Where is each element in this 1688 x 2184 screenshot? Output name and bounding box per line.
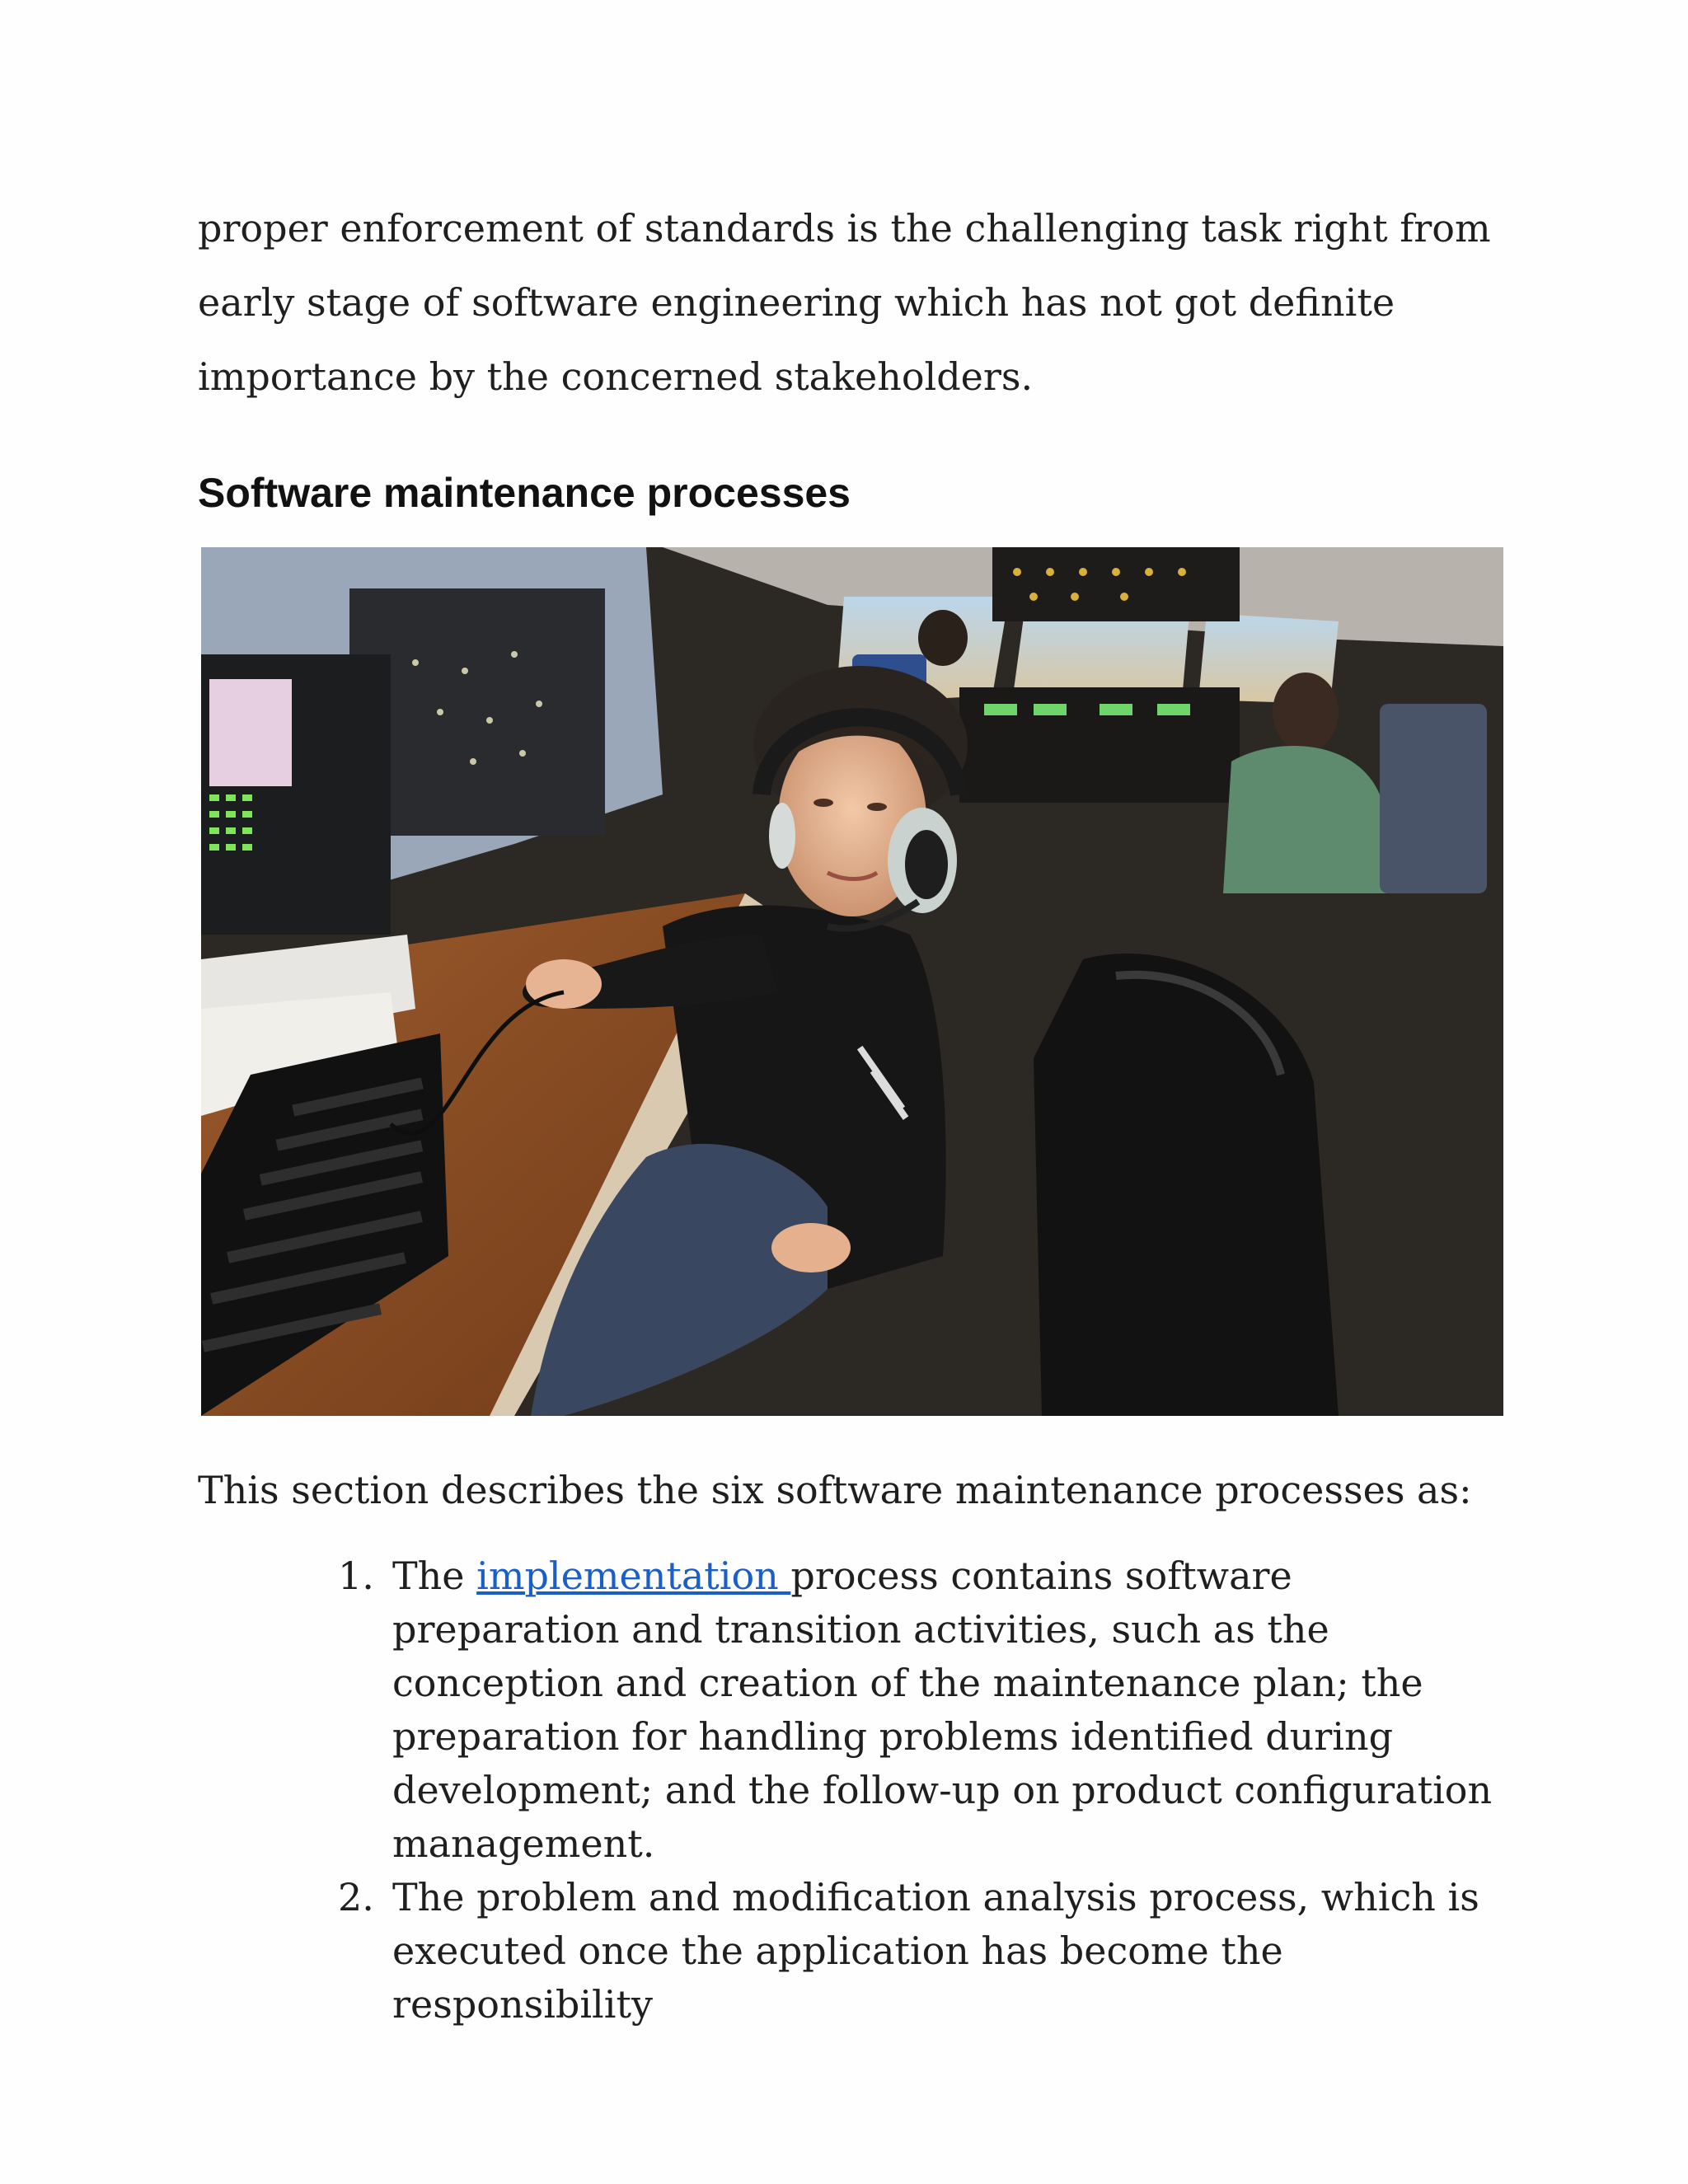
list-item-prefix: The <box>392 1554 477 1598</box>
photo-icon <box>201 547 1503 1416</box>
list-item <box>338 1549 1525 1871</box>
figure-photo <box>201 547 1503 1416</box>
section-heading: Software maintenance processes <box>198 470 851 516</box>
list-item <box>338 1871 1525 2032</box>
list-item-text: process contains software preparation and transition activities, such as the conception and creation of the maintenance plan; the preparation for handling problems identified during development; and the follow-up on product configuration management. <box>392 1554 1493 1866</box>
section-intro: This section describes the six software maintenance processes as: <box>198 1468 1472 1512</box>
list-number: 2. <box>338 1875 374 1919</box>
intro-paragraph: proper enforcement of standards is the challenging task right from early stage of software engineering which has not got definite importance by the concerned stakeholders. <box>198 206 1491 399</box>
implementation-link[interactable]: implementation <box>476 1554 791 1598</box>
list-item-text: The problem and modification analysis process, which is executed once the application has become the responsibility <box>392 1875 1479 2027</box>
list-number: 1. <box>338 1554 374 1598</box>
process-list <box>338 1549 1525 2032</box>
